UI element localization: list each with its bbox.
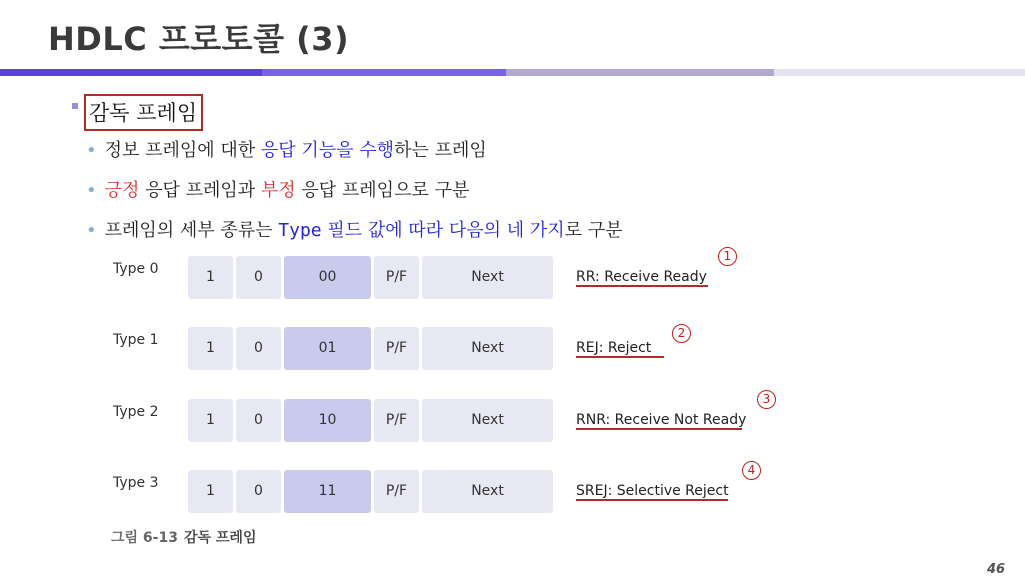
frame-type-label: Type 1	[113, 332, 159, 348]
figure-number: 그림 6-13	[111, 530, 178, 546]
square-bullet-icon	[72, 103, 78, 109]
frame-next-cell: Next	[422, 327, 553, 370]
annotation-number-icon: 2	[672, 324, 691, 343]
frame-bit-cell: 0	[236, 327, 281, 370]
bullet-dot-icon: •	[86, 140, 97, 161]
frame-type-code-cell: 00	[284, 256, 371, 299]
frame-description: RR: Receive Ready	[576, 269, 707, 285]
frame-bit-cell: 0	[236, 256, 281, 299]
bullet-line-3	[86, 216, 623, 242]
bullet-text: 응답 프레임과	[139, 180, 261, 201]
annotation-number-icon: 4	[742, 461, 761, 480]
frame-description: RNR: Receive Not Ready	[576, 412, 747, 428]
header-bar-segment	[0, 69, 262, 76]
frame-type-label: Type 3	[113, 475, 159, 491]
frame-pf-cell: P/F	[374, 327, 419, 370]
bullet-highlight: 긍정	[104, 180, 140, 201]
frame-bit-cell: 0	[236, 470, 281, 513]
frame-description: SREJ: Selective Reject	[576, 483, 729, 499]
frame-bit-cell: 0	[236, 399, 281, 442]
frame-next-cell: Next	[422, 256, 553, 299]
header-bar-segment	[262, 69, 506, 76]
annotation-underline	[576, 285, 708, 287]
annotation-underline	[576, 428, 742, 430]
bullet-text: 응답 프레임으로 구분	[295, 180, 470, 201]
frame-pf-cell: P/F	[374, 470, 419, 513]
frame-type-code-cell: 01	[284, 327, 371, 370]
bullet-text: 로 구분	[564, 220, 623, 241]
frame-next-cell: Next	[422, 399, 553, 442]
figure-caption	[111, 527, 256, 547]
frame-bit-cell: 1	[188, 399, 233, 442]
page-number: 46	[987, 562, 1006, 577]
bullet-text: 프레임의 세부 종류는	[104, 220, 279, 241]
bullet-highlight: 응답 기능을 수행	[260, 140, 395, 161]
frame-bit-cell: 1	[188, 470, 233, 513]
bullet-line-2	[86, 176, 469, 202]
annotation-number-icon: 1	[718, 247, 737, 266]
header-bar-segment	[774, 69, 1025, 76]
figure-caption-text: 감독 프레임	[183, 530, 257, 546]
frame-pf-cell: P/F	[374, 256, 419, 299]
slide-title: HDLC 프로토콜 (3)	[48, 20, 350, 58]
bullet-highlight: 부정	[260, 180, 296, 201]
header-bar-segment	[506, 69, 774, 76]
frame-type-label: Type 0	[113, 261, 159, 277]
frame-pf-cell: P/F	[374, 399, 419, 442]
bullet-dot-icon: •	[86, 180, 97, 201]
bullet-text: 정보 프레임에 대한	[104, 140, 261, 161]
frame-type-code-cell: 11	[284, 470, 371, 513]
bullet-highlight: 필드 값에 따라 다음의 네 가지	[321, 220, 565, 241]
frame-next-cell: Next	[422, 470, 553, 513]
bullet-highlight: Type	[278, 220, 322, 241]
bullet-line-1	[86, 136, 487, 162]
frame-bit-cell: 1	[188, 327, 233, 370]
annotation-number-icon: 3	[757, 390, 776, 409]
annotation-underline	[576, 356, 664, 358]
frame-description: REJ: Reject	[576, 340, 652, 356]
frame-type-code-cell: 10	[284, 399, 371, 442]
bullet-dot-icon: •	[86, 220, 97, 241]
frame-bit-cell: 1	[188, 256, 233, 299]
frame-type-label: Type 2	[113, 404, 159, 420]
annotation-underline	[576, 499, 728, 501]
section-title: 감독 프레임	[84, 94, 203, 131]
bullet-text: 하는 프레임	[394, 140, 487, 161]
